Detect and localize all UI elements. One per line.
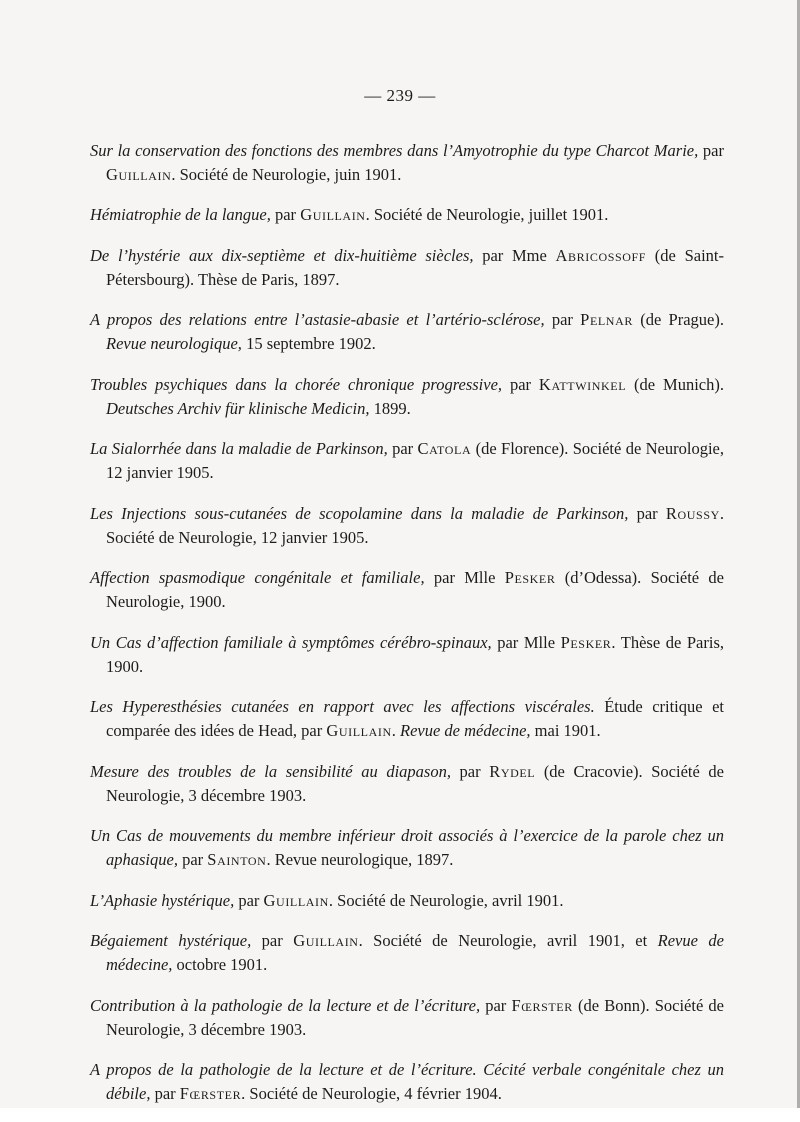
entry-text: par Mme [473,245,556,265]
entry-author: Guillain [300,205,366,224]
entry-title: Les Hyperesthésies cutanées en rapport avec les affections viscérales. [90,697,595,716]
entry-text: par [480,995,512,1015]
bibliography-entry [90,1058,724,1106]
bibliography-entry [90,889,724,913]
bibliography-entry [90,631,724,679]
entry-text: . Revue neurologique, 1897. [266,850,454,869]
entry-author: Rydel [489,761,536,781]
entry-title: Un Cas d’affection familiale à symptômes cérébro-spinaux, [90,632,492,652]
entry-title: La Sialorrhée dans la maladie de Parkinson, [90,439,388,458]
entry-text: (de Munich). [626,374,724,394]
entry-text: par [544,310,581,329]
entry-text: par [502,374,539,394]
bibliography-entry [90,929,724,977]
entry-author: Abricossoff [555,245,647,265]
entry-author: Roussy [665,503,720,523]
entry-text: par [177,850,208,869]
entry-author: Fœrster [179,1084,242,1103]
entry-text: . Société de Neurologie, 4 février 1904. [241,1084,502,1103]
entry-title: Sur la conservation des fonctions des membres dans l’Amyotrophie du type Charcot Marie, [90,140,699,160]
bibliography-entry [90,994,724,1042]
bibliography-entry [90,502,724,550]
bibliography-entry [90,437,724,485]
entry-journal: Deutsches Archiv für klinische Medicin, [106,398,370,418]
entry-title: L’Aphasie hystérique, [90,890,235,910]
entry-text: . Société de Neurologie, juin 1901. [171,164,402,184]
entry-text: par [251,931,294,950]
entry-author: Pesker [560,632,612,652]
bibliography-entry [90,373,724,421]
entry-text: par Mlle [424,568,505,587]
entry-author: Pesker [504,568,556,587]
bibliography-entry [90,203,724,227]
entry-title: Mesure des troubles de la sensibilité au diapason, [90,761,451,781]
entry-title: Bégaiement hystérique, [90,931,252,950]
entry-text: mai 1901. [530,721,601,740]
entry-text: (de Florence). Société de Neurologie, 12 janvier 1905. [106,439,724,482]
entry-text: par Mlle [491,632,561,652]
entry-author: Pelnar [580,310,633,329]
entry-title: A propos de la pathologie de la lecture et de l’écriture. Cécité verbale congénitale chez un débile, [90,1060,724,1103]
entry-text: 1899. [369,398,411,418]
entry-text: . Société de Neurologie, 12 janvier 1905. [106,503,724,547]
entry-author: Catola [417,439,472,458]
entry-text: . [391,721,400,740]
bibliography-list [90,122,724,1122]
entry-text: (de Cracovie). Société de Neurologie, 3 décembre 1903. [106,761,724,805]
entry-author: Guillain [106,164,172,184]
entry-text: par [387,439,418,458]
entry-author: Kattwinkel [538,374,627,394]
entry-text: . Société de Neurologie, avril 1901. [328,890,564,910]
entry-text: 15 septembre 1902. [241,334,376,353]
bibliography-entry [90,566,724,614]
entry-journal: Revue neurologique, [106,334,242,353]
entry-author: Fœrster [511,995,573,1015]
bibliography-entry [90,308,724,356]
entry-author: Sainton [207,850,267,869]
entry-author: Guillain [326,721,392,740]
entry-title: Affection spasmodique congénitale et familiale, [90,568,425,587]
bibliography-entry [90,760,724,808]
entry-text: Étude critique et comparée des idées de Head, par [106,697,724,740]
entry-text: (de Saint-Pétersbourg). Thèse de Paris, 1897. [106,245,724,289]
entry-title: A propos des relations entre l’astasie-abasie et l’artério-sclérose, [90,310,545,329]
entry-author: Guillain [263,890,329,910]
entry-text: . Société de Neurologie, juillet 1901. [365,205,609,224]
page-number: — 239 — [364,86,436,105]
bibliography-entry [90,244,724,292]
bibliography-entry [90,824,724,872]
entry-journal: Revue de médecine, [399,721,531,740]
entry-text: . Société de Neurologie, avril 1901, et [358,931,658,950]
bibliography-entry [90,139,724,187]
entry-title: Troubles psychiques dans la chorée chronique progressive, [90,374,503,394]
entry-author: Guillain [293,931,359,950]
entry-text: octobre 1901. [172,955,268,974]
entry-text: par [628,503,666,523]
entry-text: (de Bonn). Société de Neurologie, 3 décembre 1903. [106,995,724,1039]
entry-title: De l’hystérie aux dix-septième et dix-huitième siècles, [90,245,474,265]
entry-text: par [150,1084,180,1103]
entry-title: Les Injections sous-cutanées de scopolamine dans la maladie de Parkinson, [90,503,629,523]
entry-title: Un Cas de mouvements du membre inférieur droit associés à l’exercice de la parole chez un aphasique, [90,826,724,869]
entry-text: par [234,890,264,910]
entry-text: . Thèse de Paris, 1900. [106,632,724,676]
entry-title: Contribution à la pathologie de la lecture et de l’écriture, [90,995,481,1015]
entry-text: (de Prague). [632,310,724,329]
entry-text: par [270,205,301,224]
entry-journal: Revue de médecine, [106,931,724,974]
entry-text: (d’Odessa). Société de Neurologie, 1900. [106,568,724,611]
entry-text: par [698,140,725,160]
entry-title: Hémiatrophie de la langue, [90,205,271,224]
entry-text: par [450,761,490,781]
bibliography-entry [90,695,724,743]
